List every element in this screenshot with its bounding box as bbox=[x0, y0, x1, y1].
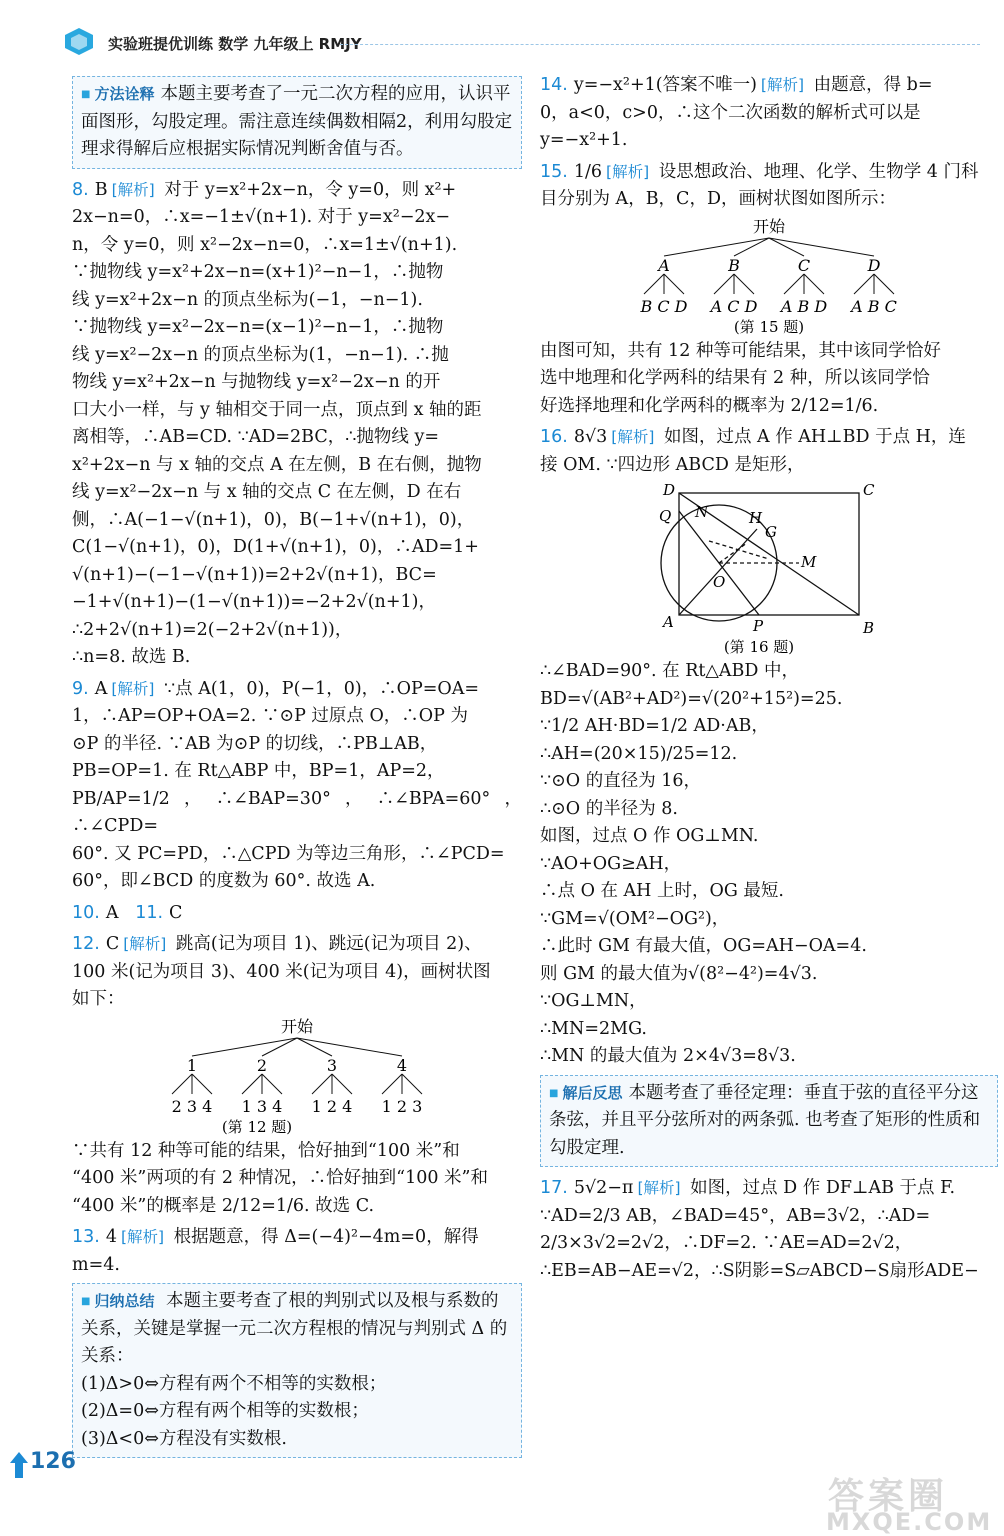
text-line: (3)Δ<0⇔方程没有实数根. bbox=[81, 1428, 287, 1449]
question-13 bbox=[72, 1224, 522, 1279]
tree-leaves: 1 2 4 bbox=[311, 1096, 353, 1116]
text-line: ∵GM=√(OM²−OG²)， bbox=[540, 908, 730, 929]
text-line: ∴MN 的最大值为 2×4√3=8√3. bbox=[540, 1046, 796, 1066]
question-12 bbox=[72, 931, 522, 1220]
tree-diagram-12 bbox=[147, 1016, 447, 1136]
label-C: C bbox=[863, 481, 875, 499]
answer: B bbox=[94, 179, 108, 200]
text-line: 如下： bbox=[72, 989, 125, 1009]
text-line: ∵点 A(1，0)，P(−1，0)，∴OP=OA= bbox=[164, 678, 480, 699]
question-number: 14. bbox=[540, 75, 568, 95]
text-line: PB=OP=1. 在 Rt△ABP 中，BP=1，AP=2， bbox=[72, 761, 445, 781]
text-line: x²+2x−n 与 x 轴的交点 A 在左侧，B 在右侧，抛物 bbox=[72, 454, 482, 475]
text-line: y=−x²+1. bbox=[540, 130, 628, 150]
text-line: 离相等，∴AB=CD. ∵AD=2BC，∴抛物线 y= bbox=[72, 427, 440, 447]
question-number: 8. bbox=[72, 179, 89, 200]
tree-node: 4 bbox=[396, 1055, 408, 1075]
tree-root: 开始 bbox=[752, 216, 786, 236]
tree-leaves: B C D bbox=[640, 296, 688, 316]
text-line: 100 米(记为项目 3)、400 米(记为项目 4)，画树状图 bbox=[72, 961, 491, 982]
text-line: “400 米”两项的有 2 种情况，∴恰好抽到“100 米”和 bbox=[72, 1168, 488, 1188]
text-line: n，令 y=0，则 x²−2x−n=0，∴x=1±√(n+1). bbox=[72, 234, 458, 255]
method-note-box bbox=[72, 76, 522, 169]
text-line: (2)Δ=0⇔方程有两个相等的实数根； bbox=[81, 1401, 369, 1421]
text-line: ∵1/2 AH·BD=1/2 AD·AB， bbox=[540, 716, 769, 736]
analysis-tag: [解析] bbox=[606, 162, 650, 181]
text-line: “400 米”的概率是 2/12=1/6. 故选 C. bbox=[72, 1195, 375, 1216]
text-line: 线 y=x²+2x−n 的顶点坐标为(−1，−n−1). bbox=[72, 289, 423, 310]
text-line: ∴∠BAD=90°. 在 Rt△ABD 中， bbox=[540, 661, 799, 681]
text-line: 如图，过点 A 作 AH⊥BD 于点 H，连 bbox=[663, 427, 966, 447]
analysis-tag: [解析] bbox=[760, 76, 805, 94]
question-number: 10. bbox=[72, 902, 100, 923]
analysis-tag: [解析] bbox=[120, 1228, 165, 1246]
question-number: 15. bbox=[540, 161, 568, 182]
tree-node: 2 bbox=[256, 1055, 268, 1075]
page-number: 126 bbox=[30, 1449, 76, 1474]
text-line: 2/3×3√2=2√2，∴DF=2. ∵AE=AD=2√2， bbox=[540, 1233, 913, 1253]
text-line: 口大小一样，与 y 轴相交于同一点，顶点到 x 轴的距 bbox=[72, 399, 482, 420]
watermark bbox=[818, 1468, 998, 1536]
tree-root: 开始 bbox=[280, 1016, 314, 1036]
question-number: 9. bbox=[72, 678, 89, 699]
watermark-url: MXQE.COM bbox=[826, 1508, 993, 1536]
label-M: M bbox=[801, 553, 817, 571]
answer: A bbox=[105, 902, 119, 923]
right-column bbox=[540, 72, 998, 1289]
header-divider bbox=[340, 44, 980, 45]
text-line: C(1−√(n+1)，0)，D(1+√(n+1)，0)，∴AD=1+ bbox=[72, 537, 479, 557]
text-line: ∴AH=(20×15)/25=12. bbox=[540, 743, 738, 764]
text-line: 物线 y=x²+2x−n 与抛物线 y=x²−2x−n 的开 bbox=[72, 372, 441, 392]
text-line: 由题意，得 b= bbox=[813, 75, 933, 95]
hexagon-logo-icon bbox=[62, 26, 96, 56]
analysis-tag: [解析] bbox=[611, 428, 655, 446]
question-8 bbox=[72, 177, 522, 672]
question-14 bbox=[540, 72, 998, 155]
summary-box bbox=[72, 1283, 522, 1458]
label-D: D bbox=[663, 481, 676, 499]
tree-leaves: A C D bbox=[710, 296, 758, 316]
text-line: ∴2+2√(n+1)=2(−2+2√(n+1))， bbox=[72, 619, 353, 640]
text-line: ∴MN=2MG. bbox=[540, 1018, 647, 1039]
text-line: 线 y=x²−2x−n 与 x 轴的交点 C 在左侧，D 在右 bbox=[72, 482, 462, 502]
reflection-box bbox=[540, 1075, 998, 1168]
answer: 5√2−π bbox=[573, 1178, 634, 1198]
text-line: 如图，过点 O 作 OG⊥MN. bbox=[540, 826, 759, 846]
reflection-text: 本题考查了垂径定理：垂直于弦的直径平分这条弦，并且平分弦所对的两条弧. 也考查了矩形的性质和勾股定理. bbox=[549, 1082, 981, 1158]
text-line: 1，∴AP=OP+OA=2. ∵⊙P 过原点 O，∴OP 为 bbox=[72, 706, 468, 726]
text-line: ∴此时 GM 有最大值，OG=AH−OA=4. bbox=[540, 936, 867, 956]
text-line: 接 OM. ∵四边形 ABCD 是矩形， bbox=[540, 454, 805, 475]
question-number: 16. bbox=[540, 427, 568, 447]
text-line: 本题主要考查了根的判别式以及根与系数的关系，关键是掌握一元二次方程根的情况与判别式 Δ 的关系： bbox=[81, 1291, 508, 1366]
question-number: 12. bbox=[72, 934, 100, 954]
questions-10-11 bbox=[72, 900, 522, 928]
tree-leaves: 1 2 3 bbox=[381, 1096, 423, 1116]
label-N: N bbox=[695, 503, 709, 521]
answer: 4 bbox=[105, 1227, 117, 1247]
figure-caption: (第 15 题) bbox=[733, 317, 805, 336]
text-line: ∴⊙O 的半径为 8. bbox=[540, 798, 678, 819]
text-line: 好选择地理和化学两科的概率为 2/12=1/6. bbox=[540, 395, 879, 416]
method-note-text: 本题主要考查了一元二次方程的应用，认识平面图形，勾股定理。需注意连续偶数相隔2，利用勾股定理求得解后应根据实际情况判断舍值与否。 bbox=[81, 84, 513, 159]
tree-node: A bbox=[658, 255, 670, 275]
text-line: 0，a<0，c>0，∴这个二次函数的解析式可以是 bbox=[540, 102, 921, 123]
label-Q: Q bbox=[659, 507, 672, 525]
label-A: A bbox=[663, 613, 674, 631]
tree-leaves: 2 3 4 bbox=[171, 1096, 213, 1116]
geometry-figure-16 bbox=[649, 481, 889, 656]
text-line: ∵共有 12 种等可能的结果，恰好抽到“100 米”和 bbox=[72, 1140, 460, 1161]
text-line: ∵AD=2/3 AB，∠BAD=45°，AB=3√2，∴AD= bbox=[540, 1205, 931, 1226]
reflection-tag: ■ 解后反思 bbox=[549, 1080, 622, 1108]
answer: C bbox=[105, 934, 120, 954]
analysis-tag: [解析] bbox=[637, 1179, 681, 1197]
label-O: O bbox=[713, 573, 726, 591]
text-line: 根据题意，得 Δ=(−4)²−4m=0，解得 bbox=[173, 1227, 479, 1247]
arrow-up-icon bbox=[10, 1452, 28, 1478]
question-16 bbox=[540, 424, 998, 1071]
text-line: m=4. bbox=[72, 1254, 120, 1275]
question-17 bbox=[540, 1175, 998, 1285]
text-line: PB/AP=1/2，∴∠BAP=30°，∴∠BPA=60°，∴∠CPD= bbox=[72, 788, 522, 836]
text-line: −1+√(n+1)−(1−√(n+1))=−2+2√(n+1)， bbox=[72, 592, 436, 612]
question-15 bbox=[540, 159, 998, 421]
analysis-tag: [解析] bbox=[111, 679, 155, 698]
text-line: 对于 y=x²+2x−n，令 y=0，则 x²+ bbox=[164, 179, 457, 200]
text-line: ∴点 O 在 AH 上时，OG 最短. bbox=[540, 881, 784, 901]
watermark-cn: 答案圈 bbox=[828, 1476, 949, 1517]
text-line: 60°. 又 PC=PD，∴△CPD 为等边三角形，∴∠PCD= bbox=[72, 843, 505, 864]
tree-leaves: 1 3 4 bbox=[241, 1096, 283, 1116]
text-line: 由图可知，共有 12 种等可能结果，其中该同学恰好 bbox=[540, 340, 941, 361]
text-line: 跳高(记为项目 1)、跳远(记为项目 2)、 bbox=[175, 934, 482, 954]
label-B: B bbox=[863, 619, 875, 637]
text-line: ∴EB=AB−AE=√2，∴S阴影=S▱ABCD−S扇形ADE− bbox=[540, 1260, 979, 1281]
tree-leaves: A B D bbox=[780, 296, 828, 316]
label-G: G bbox=[765, 523, 777, 541]
text-line: ∴n=8. 故选 B. bbox=[72, 647, 191, 667]
tree-node: B bbox=[728, 255, 740, 275]
left-column bbox=[72, 72, 522, 1466]
tree-node: 3 bbox=[326, 1055, 338, 1075]
text-line: ∵AO+OG≥AH， bbox=[540, 853, 682, 874]
label-H: H bbox=[749, 509, 763, 527]
figure-caption: (第 12 题) bbox=[221, 1117, 293, 1136]
tree-leaves: A B C bbox=[851, 296, 897, 316]
text-line: BD=√(AB²+AD²)=√(20²+15²)=25. bbox=[540, 688, 843, 709]
text-line: 侧，∴A(−1−√(n+1)，0)，B(−1+√(n+1)，0)， bbox=[72, 509, 475, 530]
summary-tag: ■ 归纳总结 bbox=[81, 1288, 154, 1316]
tree-node: 1 bbox=[186, 1055, 198, 1075]
answer: y=−x²+1(答案不唯一) bbox=[573, 75, 757, 95]
text-line: ∵抛物线 y=x²−2x−n=(x−1)²−n−1，∴抛物 bbox=[72, 317, 444, 337]
answer: C bbox=[169, 902, 183, 923]
tree-node: C bbox=[797, 255, 811, 275]
text-line: 如图，过点 D 作 DF⊥AB 于点 F. bbox=[690, 1178, 956, 1198]
tree-node: D bbox=[867, 255, 881, 275]
text-line: 设思想政治、地理、化学、生物学 4 门科 bbox=[658, 161, 979, 182]
analysis-tag: [解析] bbox=[111, 180, 155, 199]
question-number: 13. bbox=[72, 1227, 100, 1247]
text-line: (1)Δ>0⇔方程有两个不相等的实数根； bbox=[81, 1373, 387, 1394]
text-line: ∵OG⊥MN， bbox=[540, 991, 647, 1011]
text-line: ⊙P 的半径. ∵AB 为⊙P 的切线，∴PB⊥AB， bbox=[72, 733, 438, 754]
answer: 1/6 bbox=[573, 161, 603, 182]
text-line: 选中地理和化学两科的结果有 2 种，所以该同学恰 bbox=[540, 368, 930, 388]
page-number-badge bbox=[10, 1446, 100, 1486]
page-header bbox=[0, 0, 1004, 60]
text-line: ∵抛物线 y=x²+2x−n=(x+1)²−n−1，∴抛物 bbox=[72, 262, 444, 282]
question-number: 11. bbox=[135, 902, 164, 923]
text-line: √(n+1)−(−1−√(n+1))=2+2√(n+1)，BC= bbox=[72, 564, 437, 585]
book-title: 实验班提优训练 数学 九年级上 RMJY bbox=[108, 35, 362, 53]
question-9 bbox=[72, 676, 522, 896]
question-number: 17. bbox=[540, 1178, 568, 1198]
text-line: 目分别为 A，B，C，D，画树状图如图所示： bbox=[540, 189, 896, 209]
answer: 8√3 bbox=[573, 427, 608, 447]
answer: A bbox=[94, 678, 108, 699]
text-line: 60°，即∠BCD 的度数为 60°. 故选 A. bbox=[72, 871, 376, 891]
text-line: 2x−n=0，∴x=−1±√(n+1). 对于 y=x²−2x− bbox=[72, 207, 451, 227]
text-line: ∵⊙O 的直径为 16， bbox=[540, 771, 702, 791]
figure-caption: (第 16 题) bbox=[723, 638, 795, 656]
method-note-tag: ■ 方法诠释 bbox=[81, 81, 154, 109]
analysis-tag: [解析] bbox=[123, 935, 167, 953]
text-line: 线 y=x²−2x−n 的顶点坐标为(1，−n−1). ∴抛 bbox=[72, 344, 449, 365]
tree-diagram-15 bbox=[619, 216, 919, 336]
text-line: 则 GM 的最大值为√(8²−4²)=4√3. bbox=[540, 963, 818, 984]
label-P: P bbox=[753, 617, 764, 635]
